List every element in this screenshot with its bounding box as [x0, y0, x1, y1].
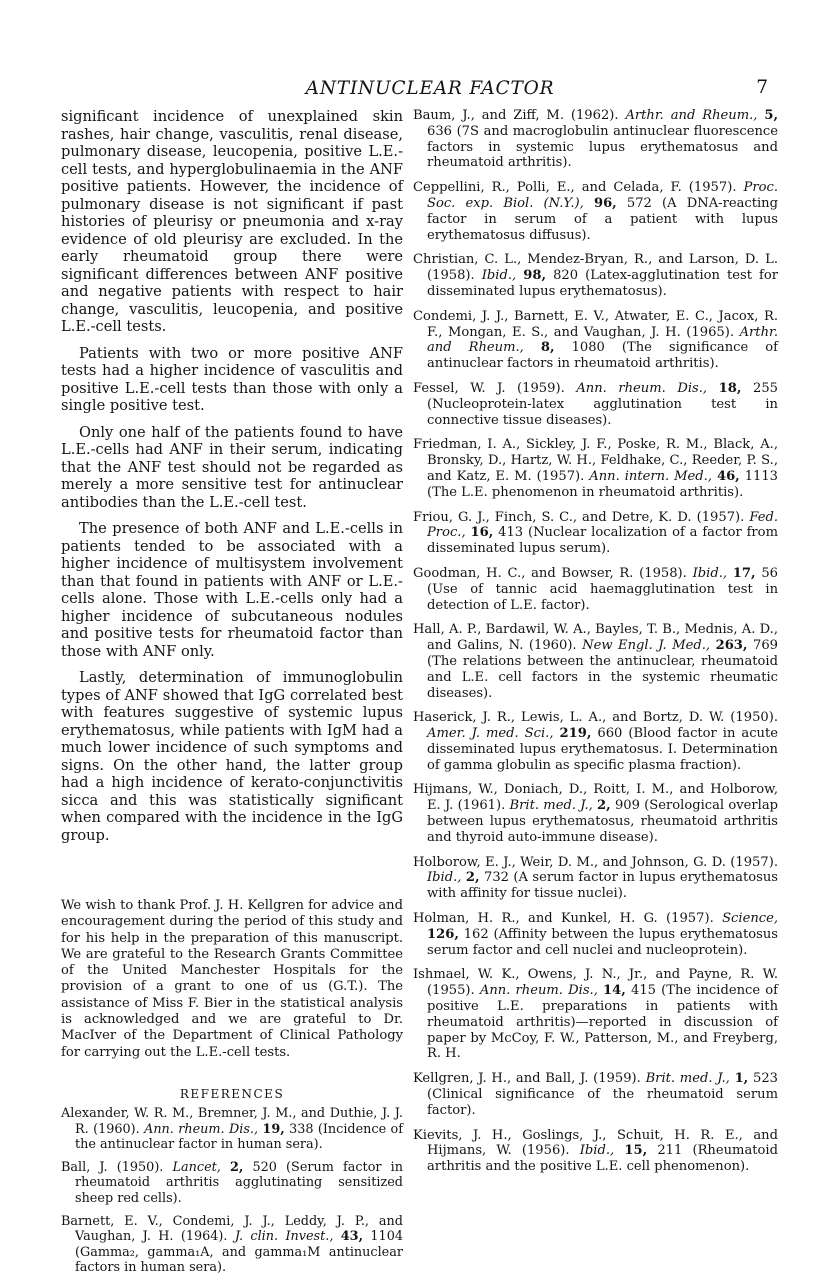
reference-journal: Fed. Proc., — [427, 509, 778, 541]
reference-entry — [61, 1160, 403, 1207]
reference-journal: Ibid., — [579, 1143, 615, 1159]
reference-journal: Ibid., — [692, 565, 728, 581]
reference-entry — [413, 855, 778, 902]
reference-journal: Science, — [722, 911, 778, 927]
reference-entry — [413, 510, 778, 557]
reference-authors: Goodman, H. C., and Bowser, R. (1958). — [413, 565, 687, 581]
reference-authors: Barnett, E. V., Condemi, J. J., Leddy, J. P., and Vaughan, J. H. (1964). — [61, 1213, 403, 1245]
reference-authors: Baum, J., and Ziff, M. (1962). — [413, 108, 619, 123]
body-paragraph: Patients with two or more positive ANF tests had a higher incidence of vasculitis and positive L.E.-cell tests than those with only a single positive test. — [61, 344, 403, 414]
reference-journal: Proc. Soc. exp. Biol. (N.Y.), — [427, 180, 778, 211]
reference-details: 211 (Rheumatoid arthritis and the positive L.E. cell phenomenon). — [427, 1143, 778, 1175]
reference-authors: Holborow, E. J., Weir, D. M., and Johnson, G. D. (1957). — [413, 854, 778, 870]
body-paragraph: The presence of both ANF and L.E.-cells in patients tended to be associated with a higher incidence of multisystem involvement than that found in patients with ANF or L.E.-cells alone. Those with L.E.-cells only had a higher incidence of subcutaneous nodules and positive tests for rheumatoid factor than those with ANF only. — [61, 520, 403, 660]
reference-entry — [413, 309, 778, 372]
reference-list-right — [413, 108, 778, 1175]
reference-authors: Holman, H. R., and Kunkel, H. G. (1957). — [413, 911, 714, 927]
reference-details: 338 (Incidence of the antinuclear factor in human sera). — [75, 1121, 403, 1153]
reference-volume: 16, — [470, 525, 494, 541]
reference-journal: Lancet, — [172, 1159, 221, 1175]
reference-details: 732 (A serum factor in lupus erythematosus with affinity for tissue nuclei). — [427, 870, 778, 902]
reference-authors: Alexander, W. R. M., Bremner, J. M., and Duthie, J. J. R. (1960). — [61, 1105, 403, 1137]
reference-journal: Ann. rheum. Dis., — [576, 380, 708, 396]
reference-entry — [413, 710, 778, 773]
running-header-title: ANTINUCLEAR FACTOR — [305, 78, 555, 99]
reference-details: 1113 (The L.E. phenomenon in rheumatoid arthritis). — [427, 468, 779, 500]
reference-entry — [413, 967, 778, 1062]
reference-volume: 219, — [559, 726, 592, 742]
reference-entry — [413, 437, 778, 500]
reference-authors: Hijmans, W., Doniach, D., Roitt, I. M., and Holborow, E. J. (1961). — [413, 782, 778, 814]
reference-details: 1104 (Gamma₂, gamma₁A, and gamma₁M antinuclear factors in human sera). — [75, 1229, 403, 1276]
reference-entry — [413, 911, 778, 958]
reference-authors: Christian, C. L., Mendez-Bryan, R., and Larson, D. L. (1958). — [413, 252, 778, 284]
reference-volume: 15, — [624, 1143, 648, 1159]
reference-authors: Hall, A. P., Bardawil, W. A., Bayles, T. B., Mednis, A. D., and Galins, N. (1960). — [413, 622, 778, 654]
reference-journal: Ibid., — [427, 870, 462, 886]
reference-entry — [61, 1214, 403, 1276]
reference-volume: 98, — [523, 268, 547, 284]
reference-details: 523 (Clinical significance of the rheumatoid serum factor). — [427, 1071, 778, 1118]
reference-volume: 19, — [262, 1121, 285, 1137]
reference-details: 415 (The incidence of positive L.E. preparations in patients with rheumatoid arthritis)—reported in discussion of paper by McCoy, F. W., Patterson, M., and Freyberg, R. H. — [427, 983, 778, 1062]
reference-authors: Ishmael, W. K., Owens, J. N., Jr., and Payne, R. W. (1955). — [413, 967, 778, 999]
reference-entry — [413, 252, 778, 299]
reference-volume: 263, — [715, 638, 748, 654]
reference-authors: Friou, G. J., Finch, S. C., and Detre, K. D. (1957). — [413, 509, 745, 525]
reference-details: 769 (The relations between the antinuclear, rheumatoid and L.E. cell factors in the systemic rheumatic diseases). — [427, 638, 778, 701]
reference-volume: 126, — [427, 926, 459, 942]
reference-entry — [413, 1071, 778, 1118]
reference-details: 909 (Serological overlap between lupus erythematosus, rheumatoid arthritis and thyroid auto-immune disease). — [427, 798, 779, 845]
reference-authors: Ceppellini, R., Polli, E., and Celada, F. (1957). — [413, 180, 737, 196]
reference-authors: Kievits, J. H., Goslings, J., Schuit, H. R. E., and Hijmans, W. (1956). — [413, 1127, 778, 1159]
reference-details: 820 (Latex-agglutination test for disseminated lupus erythematosus). — [427, 268, 778, 299]
page-number: 7 — [756, 77, 768, 98]
reference-volume: 18, — [718, 380, 742, 396]
reference-details: 520 (Serum factor in rheumatoid arthritis agglutinating sensitized sheep red cells). — [75, 1159, 403, 1206]
reference-journal: J. clin. Invest., — [234, 1229, 334, 1245]
acknowledgement: We wish to thank Prof. J. H. Kellgren for advice and encouragement during the period of this study and for his help in the preparation of this manuscript. We are grateful to the Research Grants Committee of the United Manchester Hospitals for the provision of a grant to one of us (G.T.). The assistance of Miss F. Bier in the statistical analysis is acknowledged and we are grateful to Dr. MacIver of the Department of Clinical Pathology for carrying out the L.E.-cell tests. — [61, 898, 403, 1060]
reference-volume: 17, — [732, 565, 756, 581]
references-heading: REFERENCES — [179, 1086, 285, 1101]
reference-details: 636 (7S and macroglobulin antinuclear fluorescence factors in systemic lupus erythematosus and rheumatoid arthritis). — [427, 123, 778, 171]
reference-authors: Kellgren, J. H., and Ball, J. (1959). — [413, 1071, 641, 1087]
reference-list-left — [61, 1106, 403, 1276]
reference-volume: 2, — [465, 870, 480, 886]
reference-details: 660 (Blood factor in acute disseminated lupus erythematosus. I. Determination of gamma globulin as specific plasma fraction). — [427, 726, 778, 773]
reference-volume: 14, — [603, 983, 626, 999]
reference-entry — [413, 108, 778, 171]
reference-volume: 8, — [540, 340, 555, 356]
reference-journal: Arthr. and Rheum., — [427, 324, 778, 356]
reference-journal: Brit. med. J., — [645, 1071, 730, 1087]
reference-details: 572 (A DNA-reacting factor in serum of a patient with lupus erythematosus diffusus). — [427, 195, 778, 243]
reference-details: 162 (Affinity between the lupus erythematosus serum factor and cell nuclei and nucleoprotein). — [427, 926, 779, 958]
reference-volume: 2, — [230, 1159, 244, 1175]
reference-journal: Arthr. and Rheum., — [625, 108, 758, 123]
reference-entry — [413, 1128, 778, 1175]
reference-volume: 46, — [716, 468, 740, 484]
reference-authors: Fessel, W. J. (1959). — [413, 380, 565, 396]
left-column — [61, 108, 403, 1283]
body-paragraph: significant incidence of unexplained skin rashes, hair change, vasculitis, renal disease, pulmonary disease, leucopenia, positive L.E.-cell tests, and hyperglobulinaemia in the ANF positive patients. However, the incidence of pulmonary disease is not significant if past histories of pleurisy or pneumonia and x-ray evidence of old pleurisy are excluded. In the early rheumatoid group there were significant differences between ANF positive and negative patients with respect to hair change, vasculitis, leucopenia, and positive L.E.-cell tests. — [61, 108, 403, 335]
body-paragraph: Lastly, determination of immunoglobulin types of ANF showed that IgG correlated best with features suggestive of systemic lupus erythematosus, while patients with IgM had a much lower incidence of such symptoms and signs. On the other hand, the latter group had a high incidence of kerato-conjunctivitis sicca and this was statistically significant when compared with the incidence in the IgG group. — [61, 669, 403, 844]
reference-volume: 1, — [734, 1071, 749, 1087]
reference-entry — [413, 782, 778, 845]
reference-journal: Amer. J. med. Sci., — [427, 726, 554, 742]
reference-journal: Ibid., — [481, 268, 517, 284]
reference-authors: Ball, J. (1950). — [61, 1159, 164, 1175]
reference-journal: Brit. med. J., — [509, 798, 593, 814]
reference-volume: 43, — [340, 1229, 364, 1245]
reference-authors: Condemi, J. J., Barnett, E. V., Atwater, E. C., Jacox, R. F., Mongan, E. S., and Vaughan, J. H. (1965). — [413, 308, 778, 340]
reference-details: 56 (Use of tannic acid haemagglutination test in detection of L.E. factor). — [427, 565, 778, 613]
reference-volume: 96, — [593, 195, 617, 211]
reference-entry — [413, 180, 778, 243]
reference-journal: Ann. rheum. Dis., — [479, 983, 598, 999]
right-column — [413, 108, 778, 1184]
reference-journal: New Engl. J. Med., — [582, 638, 711, 654]
reference-authors: Haserick, J. R., Lewis, L. A., and Bortz, D. W. (1950). — [413, 710, 778, 726]
reference-volume: 5, — [764, 108, 778, 123]
reference-volume: 2, — [597, 798, 611, 814]
reference-journal: Ann. rheum. Dis., — [144, 1121, 259, 1137]
reference-entry — [413, 381, 778, 428]
reference-entry — [413, 566, 778, 613]
reference-journal: Ann. intern. Med., — [589, 468, 712, 484]
reference-entry — [413, 622, 778, 701]
reference-details: 255 (Nucleoprotein-latex agglutination test in connective tissue diseases). — [427, 380, 778, 428]
reference-details: 413 (Nuclear localization of a factor from disseminated lupus serum). — [427, 525, 778, 557]
reference-authors: Friedman, I. A., Sickley, J. F., Poske, R. M., Black, A., Bronsky, D., Hartz, W. H., Feldhake, C., Reeder, P. S., and Katz, E. M. (1957). — [413, 437, 778, 484]
reference-details: 1080 (The significance of antinuclear factors in rheumatoid arthritis). — [427, 340, 778, 372]
body-paragraph: Only one half of the patients found to have L.E.-cells had ANF in their serum, indicating that the ANF test should not be regarded as merely a more sensitive test for antinuclear antibodies than the L.E.-cell test. — [61, 423, 403, 511]
